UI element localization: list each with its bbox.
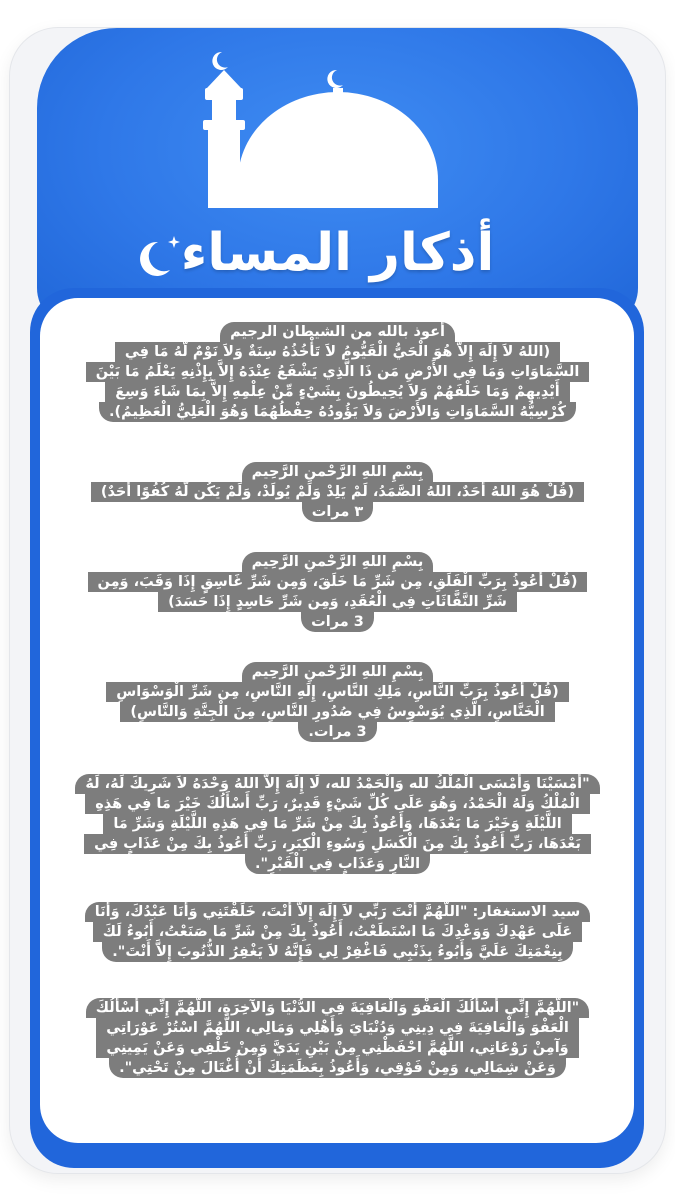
text-line: شَرِّ النَّفَّاثَاتِ فِي الْعُقَدِ، وَمِن شَرِّ حَاسِدٍ إِذَا حَسَدَ)	[158, 592, 517, 612]
repeat-count: 3 مرات	[301, 612, 374, 632]
repeat-count: 3 مرات.	[298, 722, 376, 742]
text-line: بِسْمِ اللهِ الرَّحْمنِ الرَّحِيم	[242, 462, 434, 482]
text-line: بِسْمِ اللهِ الرَّحْمنِ الرَّحِيم	[242, 662, 434, 682]
text-line: سيد الاستغفار: "اللَّهُمَّ أَنْتَ رَبِّي لاَ إِلَهَ إِلاَّ أَنْتَ، خَلَقْتَنِي وَأَنَا عَبْدُكَ، وَأَنَا	[85, 902, 590, 922]
text-line: الْمُلْكُ وَلَهُ الْحَمْدُ، وَهُوَ عَلَى كُلِّ شَيْءٍ قَدِيرٌ، رَبِّ أَسْأَلُكَ خَيْرَ مَا فِي هَذِهِ	[85, 794, 590, 814]
text-line: (قُلْ هُوَ اللهُ أَحَدٌ، اللهُ الصَّمَدُ، لَمْ يَلِدْ وَلَمْ يُولَدْ، وَلَمْ يَكُن لَّهُ كُفُوًا أَحَدٌ)	[91, 482, 584, 502]
text-line: عَلَى عَهْدِكَ وَوَعْدِكَ مَا اسْتَطَعْتُ، أَعُوذُ بِكَ مِنْ شَرِّ مَا صَنَعْتُ، أَبُوءُ لَكَ	[93, 922, 582, 942]
text-line: (اللهُ لاَ إِلَهَ إِلاَّ هُوَ الْحَيُّ الْقَيُّومُ لاَ تَأْخُذُهُ سِنَةٌ وَلاَ نَوْمٌ لَّهُ مَا فِي	[115, 342, 560, 362]
dhikr-al-ikhlas	[50, 462, 625, 522]
crescent-icon	[130, 232, 180, 282]
text-line: كُرْسِيُّهُ السَّمَاوَاتِ وَالأَرْضَ وَلاَ يَؤُودُهُ حِفْظُهُمَا وَهُوَ الْعَلِيُّ الْعَظِيمُ).	[99, 402, 576, 422]
sparkle-icon	[168, 236, 180, 248]
text-line: الْعَفْوَ وَالْعَافِيَةَ فِي دِينِي وَدُنْيَايَ وَأَهْلِي وَمَالِي، اللَّهُمَّ اسْتُرْ عَوْرَاتِي	[96, 1018, 579, 1038]
text-line: الْخَنَّاسِ، الَّذِي يُوَسْوِسُ فِي صُدُورِ النَّاسِ، مِنَ الْجِنَّةِ وَالنَّاسِ)	[120, 702, 554, 722]
text-line: بِسْمِ اللهِ الرَّحْمنِ الرَّحِيم	[242, 552, 434, 572]
text-line: وَعَنْ شِمَالِي، وَمِنْ فَوْقِي، وَأَعُوذُ بِعَظَمَتِكَ أَنْ أُغْتَالَ مِنْ تَحْتِي".	[109, 1058, 566, 1078]
page-title: أذكار المساء	[180, 223, 495, 283]
text-line: "أَمْسَيْنَا وَأَمْسَى الْمُلْكُ لله وَالْحَمْدُ لله، لَا إِلَهَ إِلاَّ اللهُ وَحْدَهُ لاَ شَرِيكَ لَهُ، لَهُ	[75, 774, 599, 794]
dhikr-an-nas	[50, 662, 625, 742]
text-line: أعوذ بالله من الشيطان الرجيم	[220, 322, 455, 342]
repeat-count: ٣ مرات	[302, 502, 373, 522]
text-line: النَّارِ وَعَذَابٍ فِي الْقَبْرِ".	[245, 854, 430, 874]
text-line: (قُلْ أَعُوذُ بِرَبِّ الْفَلَقِ، مِن شَرِّ مَا خَلَقَ، وَمِن شَرِّ غَاسِقٍ إِذَا وَقَبَ، وَمِن	[88, 572, 588, 592]
text-line: بِنِعْمَتِكَ عَلَيَّ وَأَبُوءُ بِذَنْبِي فَاغْفِرْ لِي فَإِنَّهُ لاَ يَغْفِرُ الذُّنُوبَ إِلاَّ أَنْتَ".	[102, 942, 572, 962]
dhikr-sayyid-al-istighfar	[50, 902, 625, 962]
text-line: اللَّيْلَةِ وَخَيْرَ مَا بَعْدَهَا، وَأَعُوذُ بِكَ مِنْ شَرِّ مَا فِي هَذِهِ اللَّيْلَةِ وَشَرِّ مَا	[103, 814, 571, 834]
text-line: "اللَّهُمَّ إِنِّي أَسْأَلُكَ الْعَفْوَ وَالْعَافِيَةَ فِي الدُّنْيَا وَالآخِرَةِ، اللَّهُمَّ إِنِّي أَسْأَلُكَ	[86, 998, 589, 1018]
text-line: أَيْدِيهِمْ وَمَا خَلْفَهُمْ وَلاَ يُحِيطُونَ بِشَيْءٍ مِّنْ عِلْمِهِ إِلاَّ بِمَا شَاءَ وَسِعَ	[105, 382, 569, 402]
text-line: وَآمِنْ رَوْعَاتِي، اللَّهُمَّ احْفَظْنِي مِنْ بَيْنِ يَدَيَّ وَمِنْ خَلْفِي وَعَنْ يَمِينِي	[96, 1038, 578, 1058]
dhikr-al-afw-wal-afiya	[50, 998, 625, 1078]
text-line: (قُلْ أَعُوذُ بِرَبِّ النَّاسِ، مَلِكِ النَّاسِ، إِلَهِ النَّاسِ، مِن شَرِّ الْوَسْوَاسِ	[106, 682, 569, 702]
text-line: بَعْدَهَا، رَبِّ أَعُوذُ بِكَ مِنَ الْكَسَلِ وَسُوءِ الْكِبَرِ، رَبِّ أَعُوذُ بِكَ مِنْ عَذَابٍ فِي	[84, 834, 591, 854]
text-line: السَّمَاوَاتِ وَمَا فِي الأَرْضِ مَن ذَا الَّذِي يَشْفَعُ عِنْدَهُ إِلاَّ بِإِذْنِهِ يَعْلَمُ مَا بَيْنَ	[86, 362, 590, 382]
dhikr-ayat-al-kursi	[50, 322, 625, 422]
dhikr-amsayna	[50, 774, 625, 874]
dhikr-al-falaq	[50, 552, 625, 632]
